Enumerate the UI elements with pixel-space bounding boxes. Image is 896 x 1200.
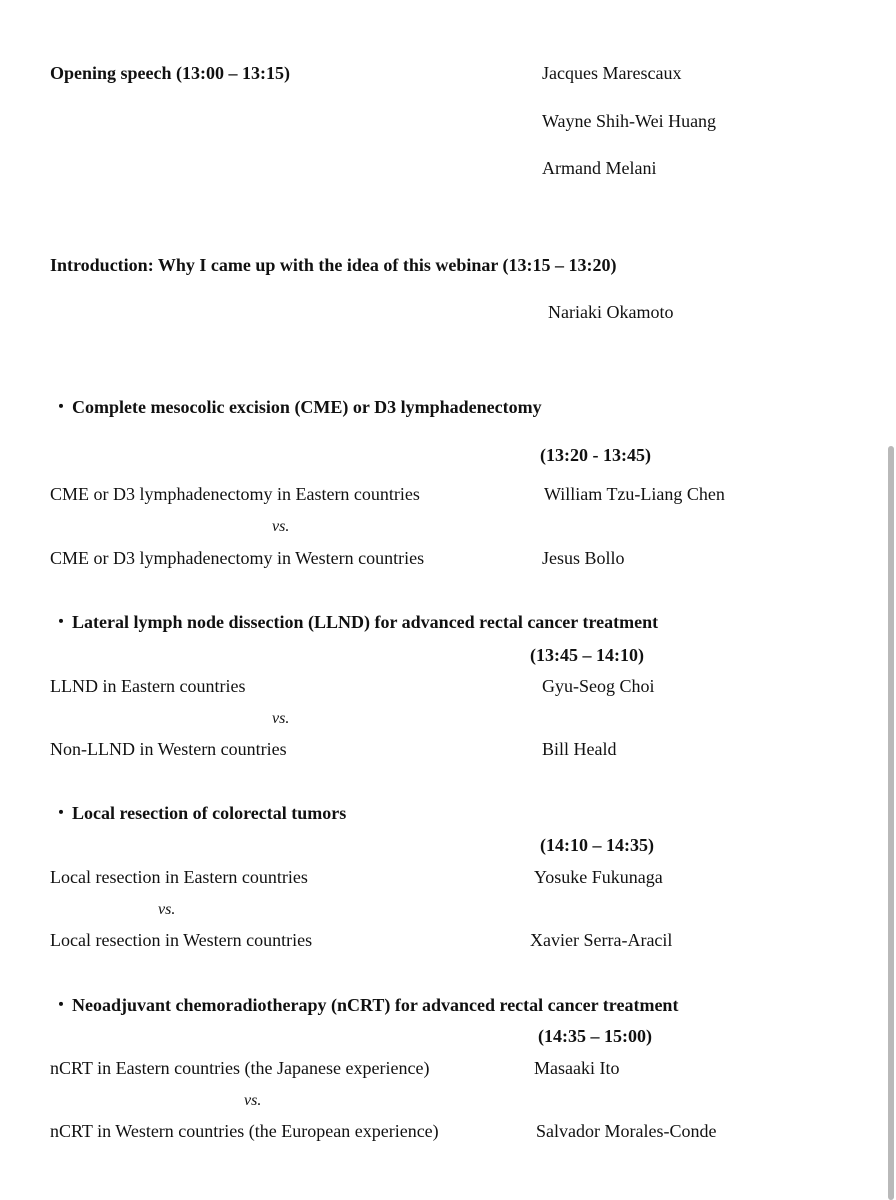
eastern-speaker: Yosuke Fukunaga [534,867,663,887]
opening-title: Opening speech (13:00 – 13:15) [50,63,290,83]
western-topic: nCRT in Western countries (the European experience) [50,1121,439,1141]
bullet-icon: ・ [52,995,70,1015]
session-time: (14:35 – 15:00) [538,1026,652,1046]
introduction-title: Introduction: Why I came up with the idea of this webinar (13:15 – 13:20) [50,255,617,275]
western-speaker: Salvador Morales-Conde [536,1121,717,1141]
versus-label: vs. [272,710,290,727]
western-topic: Non-LLND in Western countries [50,739,287,759]
vertical-scrollbar[interactable] [888,446,894,1200]
eastern-topic: LLND in Eastern countries [50,676,246,696]
session-time: (13:45 – 14:10) [530,645,644,665]
western-speaker: Jesus Bollo [542,548,625,568]
western-topic: CME or D3 lymphadenectomy in Western countries [50,548,425,568]
session-time: (14:10 – 14:35) [540,835,654,855]
session-title: Local resection of colorectal tumors [72,803,347,823]
eastern-speaker: Gyu-Seog Choi [542,676,655,696]
session-title: Complete mesocolic excision (CME) or D3 lymphadenectomy [72,397,542,417]
bullet-icon: ・ [52,612,70,632]
versus-label: vs. [158,901,176,918]
session-title: Lateral lymph node dissection (LLND) for advanced rectal cancer treatment [72,612,659,632]
versus-label: vs. [244,1092,262,1109]
bullet-icon: ・ [52,803,70,823]
opening-speaker-2: Wayne Shih-Wei Huang [542,111,717,131]
session-time: (13:20 - 13:45) [540,445,651,465]
introduction-speaker: Nariaki Okamoto [548,302,674,322]
session-title: Neoadjuvant chemoradiotherapy (nCRT) for advanced rectal cancer treatment [72,995,679,1015]
bullet-icon: ・ [52,397,70,417]
opening-speaker-3: Armand Melani [542,158,657,178]
eastern-speaker: William Tzu-Liang Chen [544,484,725,504]
western-speaker: Xavier Serra-Aracil [530,930,673,950]
opening-speaker-1: Jacques Marescaux [542,63,682,83]
western-speaker: Bill Heald [542,739,617,759]
eastern-topic: Local resection in Eastern countries [50,867,308,887]
versus-label: vs. [272,518,290,535]
eastern-speaker: Masaaki Ito [534,1058,620,1078]
western-topic: Local resection in Western countries [50,930,313,950]
eastern-topic: nCRT in Eastern countries (the Japanese experience) [50,1058,430,1078]
eastern-topic: CME or D3 lymphadenectomy in Eastern countries [50,484,420,504]
